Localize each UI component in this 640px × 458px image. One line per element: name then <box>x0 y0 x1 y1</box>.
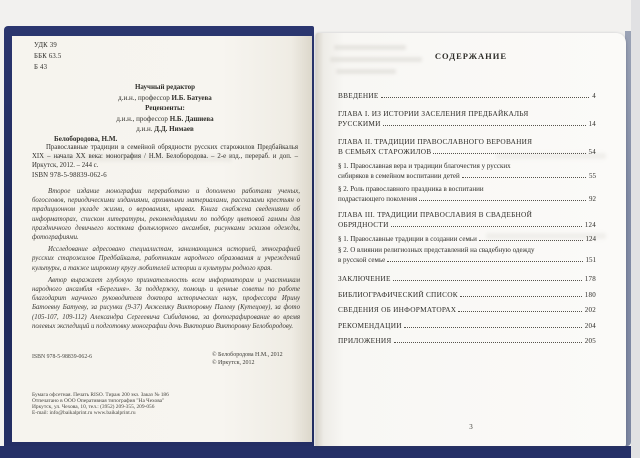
dot-leader <box>381 97 590 98</box>
udc-number: УДК 39 <box>34 42 57 49</box>
left-page <box>12 36 312 442</box>
dot-leader <box>462 177 586 178</box>
dot-leader <box>393 280 582 281</box>
classification-block <box>34 40 62 73</box>
toc-item-label: СВЕДЕНИЯ ОБ ИНФОРМАТОРАХ <box>338 305 457 314</box>
annotation-paragraph: Автор выражает глубокую признательность всем информаторам и участникам народного ансамбля «Берегиня». За поддержку, помощь и ценные советы по работе благодарит научного руководителя доктора исторических наук, профессора Ирину Батоевну Батуеву, за рисунки (9-37) Анжелику Викторовну Палеву (Кутецову), за фото (105-107, 109-112) Александра Сергеевича Сибиданова, за фотографирование во время полевых экспедиций и подготовку монографии дочь Викторию Викторовну Белобородову. <box>32 276 300 330</box>
toc-page-number: 54 <box>588 148 596 156</box>
dot-leader <box>419 200 586 201</box>
toc-entry <box>338 137 596 157</box>
reviewer-degree: д.и.н., профессор <box>116 114 170 123</box>
toc-line <box>338 194 596 204</box>
toc-line <box>338 137 596 147</box>
toc-page-number: 14 <box>588 120 596 128</box>
toc-page-number: 55 <box>589 172 596 180</box>
toc-entry <box>338 184 596 204</box>
toc-item-label: ГЛАВА I. ИЗ ИСТОРИИ ЗАСЕЛЕНИЯ ПРЕДБАЙКАЛЬЯ <box>338 109 529 118</box>
reviewer-degree: д.и.н. <box>136 125 155 134</box>
copyright-line: © Иркутск, 2012 <box>212 360 255 367</box>
reviewer-name: Д.Д. Нимаев <box>154 125 194 134</box>
editor-degree: д.и.н., профессор <box>118 93 172 102</box>
imprint-line: Иркутск, ул. Чехова, 10, тел.: (3952) 209-355, 209-056 <box>32 404 155 411</box>
scan-background-right <box>631 0 640 458</box>
bibliographic-description: Православные традиции в семейной обрядности русских старожилов Предбайкалья XIX – начала XX века: монография / Н.М. Белобородова. – 2-е изд., перераб. и доп. – Иркутск, 2012. – 244 с. <box>32 144 298 169</box>
dot-leader <box>383 125 586 126</box>
isbn-footer: ISBN 978-5-98839-062-6 <box>32 354 93 360</box>
toc-item-label: РУССКИМИ <box>338 119 381 128</box>
toc-item-label: в русской семье <box>338 256 386 264</box>
toc-list <box>338 91 596 346</box>
toc-item-label: ПРИЛОЖЕНИЯ <box>338 336 392 345</box>
toc-entry <box>338 336 596 346</box>
toc-item-label: сибиряков в семейном воспитании детей <box>338 172 460 180</box>
imprint-block <box>32 392 169 416</box>
contents-title: СОДЕРЖАНИЕ <box>434 51 508 61</box>
toc-page-number: 202 <box>584 306 596 314</box>
toc-item-label: БИБЛИОГРАФИЧЕСКИЙ СПИСОК <box>338 290 458 299</box>
toc-line <box>338 290 596 300</box>
dot-leader <box>404 327 582 328</box>
toc-line <box>338 171 596 181</box>
page-number: 3 <box>469 423 473 431</box>
bbk-number: ББК 63.5 <box>34 53 62 60</box>
toc-line <box>338 147 596 157</box>
toc-item-label: В СЕМЬЯХ СТАРОЖИЛОВ <box>338 147 432 156</box>
toc-item-label: ГЛАВА III. ТРАДИЦИИ ПРАВОСЛАВИЯ В СВАДЕБНОЙ <box>338 210 533 219</box>
toc-line <box>338 336 596 346</box>
toc-item-label: § 2. Роль православного праздника в воспитании <box>338 185 484 193</box>
toc-entry <box>338 245 596 265</box>
toc-line <box>338 119 596 129</box>
toc-item-label: § 1. Православные традиции в создании семьи <box>338 235 477 243</box>
author-sign: Б 43 <box>34 64 48 71</box>
annotation-block <box>32 187 300 334</box>
toc-line <box>338 210 596 220</box>
toc-item-label: ЗАКЛЮЧЕНИЕ <box>338 274 391 283</box>
book-cover-edge-bottom <box>0 446 640 458</box>
toc-line <box>338 161 596 171</box>
toc-line <box>338 321 596 331</box>
toc-item-label: подрастающего поколения <box>338 195 418 203</box>
toc-line <box>338 305 596 315</box>
toc-entry <box>338 210 596 230</box>
toc-entry <box>338 274 596 284</box>
reviewer-name: Н.Б. Дашиева <box>169 114 214 123</box>
toc-page-number: 180 <box>584 291 596 299</box>
toc-page-number: 205 <box>584 337 596 345</box>
editor-name: И.Б. Батуева <box>171 93 212 102</box>
catalog-card-author: Белобородова, Н.М. <box>54 135 118 143</box>
toc-line <box>338 274 596 284</box>
reviewers-heading: Рецензенты: <box>145 104 185 113</box>
annotation-paragraph: Второе издание монографии переработано и дополнено работами ученых, богословов, периодическими изданиями, архивными материалами, рассказами крестьян о традиционном укладе жизни, о верованиях, нравах. Книга снабжена сведениями об информаторах, списком литературы, рекомендациями по подбору цветовой гаммы для праздничного девичьего костюма фольклорного ансамбля, рисунками эскизов одежды, фотографиями. <box>32 188 300 242</box>
dot-leader <box>387 261 582 262</box>
dot-leader <box>460 296 582 297</box>
toc-entry <box>338 305 596 315</box>
toc-entry <box>338 109 596 129</box>
toc-page-number: 124 <box>585 235 596 243</box>
dot-leader <box>391 226 582 227</box>
copyright-line: © Белобородова Н.М., 2012 <box>212 352 283 358</box>
toc-entry <box>338 234 596 244</box>
toc-entry <box>338 161 596 181</box>
toc-page-number: 124 <box>584 221 596 229</box>
dot-leader <box>479 240 583 241</box>
copyright-block <box>212 351 283 367</box>
bleed-through-artifact <box>336 69 396 74</box>
toc-page-number: 204 <box>584 322 596 330</box>
toc-entry <box>338 290 596 300</box>
right-page <box>316 33 626 446</box>
toc-line <box>338 220 596 230</box>
toc-item-label: ГЛАВА II. ТРАДИЦИИ ПРАВОСЛАВНОГО ВЕРОВАНИЯ <box>338 137 533 146</box>
editor-heading: Научный редактор <box>134 83 196 91</box>
toc-line <box>338 255 596 265</box>
toc-item-label: ОБРЯДНОСТИ <box>338 220 389 229</box>
toc-page-number: 92 <box>589 195 596 203</box>
reviewer-line <box>32 114 298 125</box>
toc-item-label: ВВЕДЕНИЕ <box>338 91 379 100</box>
bleed-through-artifact <box>334 45 406 50</box>
toc-page-number: 178 <box>584 275 596 283</box>
toc-entry <box>338 91 596 101</box>
imprint-line: Бумага офсетная. Печать RISO. Тираж 200 экз. Заказ № 186 <box>32 392 169 398</box>
toc-page-number: 151 <box>585 256 596 264</box>
toc-item-label: § 2. О влиянии религиозных представлений на свадебную одежду <box>338 246 535 254</box>
dot-leader <box>394 342 582 343</box>
dot-leader <box>458 311 581 312</box>
annotation-paragraph: Исследование адресовано специалистам, занимающимся историей, этнографией русских старожилов Предбайкалья, работникам народного образования и учреждений культуры, а также широкому кругу любителей истории и культуры родного края. <box>32 246 300 272</box>
isbn: ISBN 978-5-98839-062-6 <box>32 172 107 179</box>
editorial-block <box>32 82 298 135</box>
editor-line <box>32 93 298 104</box>
reviewer-line <box>32 124 298 135</box>
toc-line <box>338 109 596 119</box>
toc-line <box>338 234 596 244</box>
imprint-line: E-mail: info@baikalprint.ru www.baikalprint.ru <box>32 410 136 417</box>
imprint-line: Отпечатано в ООО Оперативная типография "На Чехова" <box>32 398 165 405</box>
toc-page-number: 4 <box>592 92 596 100</box>
toc-line <box>338 245 596 255</box>
dot-leader <box>433 153 585 154</box>
toc-entry <box>338 321 596 331</box>
toc-line <box>338 184 596 194</box>
toc-line <box>338 91 596 101</box>
toc-item-label: РЕКОМЕНДАЦИИ <box>338 321 402 330</box>
toc-item-label: § 1. Православная вера и традиции благочестия у русских <box>338 162 511 170</box>
